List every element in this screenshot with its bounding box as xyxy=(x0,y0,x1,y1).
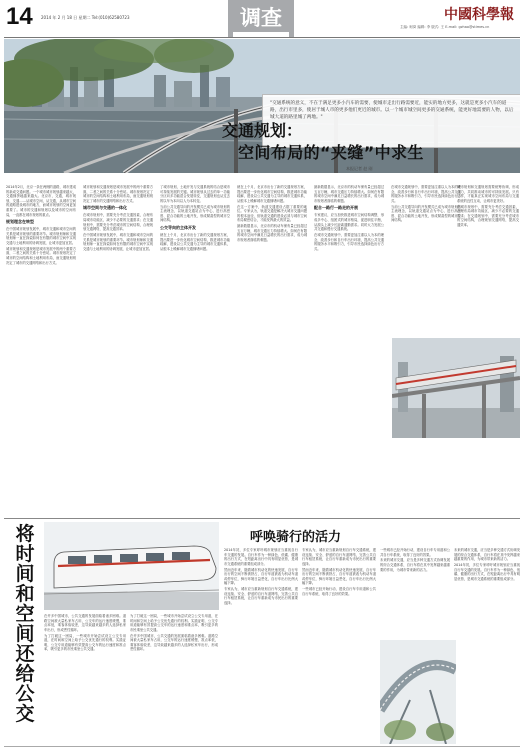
title-char: 空 xyxy=(15,603,35,625)
tram-photo xyxy=(44,522,219,610)
article-column-1 xyxy=(6,185,76,517)
article-column-2 xyxy=(83,185,153,517)
title-char: 交 xyxy=(15,703,35,725)
article-paragraph: 在城市规划中，需要充分考虑交通因素，合理布局城市功能区，减少不必要的交通需求；在交通规划中，需要充分考虑城市的空间结构，合理规划交通网络，提高交通效率。 xyxy=(83,213,153,232)
paper-logo: 中國科學報 xyxy=(444,7,514,23)
article-paragraph: 为了打破这一困局，一些城市开始尝试设立公交专用道，在时间和空间上给予公交优先通行的权利。实践证明，公交专用道能够有效提高公交车的运行速度和准点率，吸引更多的市民乘坐公共交通。 xyxy=(44,633,126,652)
title-char: 给 xyxy=(15,663,35,685)
title-char: 时 xyxy=(15,543,35,565)
footer-rule xyxy=(4,746,520,747)
section-label: 调查 xyxy=(240,5,282,30)
page-number: 14 xyxy=(6,3,33,30)
sidebar-right-title: 呼唤骑行的活力 xyxy=(250,530,342,545)
headline-line-2: 空间布局的“夹缝”中求生 xyxy=(238,143,424,162)
article-paragraph: 当前公共交通导向的开发模式已成为城市规划的主流理念，以轨道交通站点为中心，进行高密度、混合功能的土地开发，形成紧凑型的城市空间结构。 xyxy=(391,204,461,223)
title-char: 和 xyxy=(15,583,35,605)
editor-line: 主编: 柯岗 编辑: 李 版式: 王 E-mail: gzhao@stimes.cn xyxy=(400,25,490,29)
article-paragraph: 专家认为，城市应当重新规划自行车交通系统，建设连续、安全、舒适的自行车道网络，完善公共自行车租赁系统，让自行车重新成为市民出行的重要选择。 xyxy=(302,548,376,566)
article-subhead: 公交导向的主体开发 xyxy=(160,224,196,230)
article-paragraph: 一些城市已经开始行动，建设自行车专用道和公共自行车系统，取得了良好的效果。 xyxy=(302,587,376,596)
article-paragraph: 城市规划和交通规划是城市发展中的两个重要方面，二者之间的关系十分密切。城市规划决定了城市的空间结构和土地利用布局，而交通规划则决定了城市的交通网络和出行方式。 xyxy=(83,185,153,203)
article-paragraph: 在这一方案中，轨道交通建设占据了重要的地位。专家认为，轨道交通是解决大城市交通问题的根本途径，但轨道交通的建设必须与城市空间布局紧密结合，才能发挥最大的效益。 xyxy=(237,204,307,223)
article-paragraph: 就在上个月，北京市出台了新的交通规划方案，提出要进一步优化城市空间结构，推进城市功能疏解，建设以公共交通为主导的城市交通体系，从根本上缓解城市交通拥堵问题。 xyxy=(160,232,230,251)
sidebar-right-column-4 xyxy=(454,548,520,744)
article-paragraph: 在中国城市规划发展中，城市交通和城市空间的关系是城市规划的重要环节。城市规划师和交通规划师一直在探索如何在有限的城市空间中实现交通与土地利用的协调发展，让城市更加宜居。 xyxy=(83,232,153,251)
article-column-4 xyxy=(237,185,307,517)
pull-quote: "交通系统的意义，不在于满足更多小汽车的需要，使城市走出行路需要近，能实的地方更多，这就是更多小汽车的道路，出行市里多，使居于城人市的更多他们更近的城市。以一个城市城空间更多的交通系统，能更好地需要的人物，以后城大道的路里城了两地。" xyxy=(270,101,514,121)
title-char: 还 xyxy=(15,643,35,665)
article-paragraph: 2014年初，多位专家呼吁城市规划应当重视自行车交通的发展。自行车作为一种绿色、低碳、健康的出行方式，在短距离出行中具有明显优势，是城市交通系统的重要组成部分。 xyxy=(454,562,520,581)
sidebar-left-column-2 xyxy=(130,614,218,744)
article-paragraph: 在许多中国城市，公共交通的发展面临着诸多困难。道路空间被大量私家车占用，公交车的运行速度缓慢，准点率低，乘客体验较差，这导致越来越多的人选择私家车出行，形成恶性循环。 xyxy=(130,633,218,652)
article-column-5 xyxy=(314,185,384,517)
article-subhead: 规划理念在转型 xyxy=(6,219,34,225)
article-paragraph: 在城市交通规划中，需要更加注重以人为本的理念，改善步行和自行车出行环境，提高公共交通的服务水平和吸引力，引导市民选择绿色出行方式。 xyxy=(391,185,461,203)
article-paragraph: 2014年初，多位专家呼吁城市规划应当重视自行车交通的发展。自行车作为一种绿色、低碳、健康的出行方式，在短距离出行中具有明显优势，是城市交通系统的重要组成部分。 xyxy=(224,548,298,566)
article-paragraph: 未来的城市交通，应当是多种交通方式协调发展的综合交通体系，自行车将在其中发挥越来越重要的作用，为城市带来新的活力。 xyxy=(380,558,450,572)
article-paragraph: 专家认为，城市应当重新规划自行车交通系统，建设连续、安全、舒适的自行车道网络，完善公共自行车租赁系统，让自行车重新成为市民出行的重要选择。 xyxy=(224,587,298,605)
article-paragraph: 最新数据显示，北京市的机动车保有量已经超过五百万辆，城市交通压力持续增大。如何在有限的城市空间中满足日益增长的出行需求，成为城市规划者面临的难题。 xyxy=(237,224,307,242)
article-paragraph: 在许多中国城市，公共交通的发展面临着诸多困难。道路空间被大量私家车占用，公交车的运行速度缓慢，准点率低，乘客体验较差，这导致越来越多的人选择私家车出行，形成恶性循环。 xyxy=(44,614,126,632)
article-paragraph: 城市规划和交通规划是城市发展中的两个重要方面，二者之间的关系十分密切。城市规划决定了城市的空间结构和土地利用布局，而交通规划则决定了城市的交通网络和出行方式。 xyxy=(6,246,76,265)
elevated-train-illustration xyxy=(392,338,520,438)
section-tab xyxy=(228,0,294,38)
article-paragraph: 一些城市已经开始行动，建设自行车专用道和公共自行车系统，取得了良好的效果。 xyxy=(380,548,450,557)
bike-lane-illustration xyxy=(380,640,456,744)
article-subhead: 城市空间与交通的一体化 xyxy=(83,205,127,211)
article-paragraph: 未来的城市交通，应当是多种交通方式协调发展的综合交通体系，自行车将在其中发挥越来越重要的作用，为城市带来新的活力。 xyxy=(454,548,520,562)
article-subhead: 配合一路行一路走的开展 xyxy=(314,205,358,211)
sidebar-right-column-3 xyxy=(380,548,450,638)
article-paragraph: 然而近年来，随着城市机动化的快速发展，自行车出行的空间不断被挤占，自行车道被改为机动车道或停车位，骑行环境日益恶化，自行车出行比例大幅下降。 xyxy=(224,567,298,586)
byline: 本报记者 赵 刚 xyxy=(346,166,373,171)
headline-block xyxy=(218,118,518,180)
sidebar-left-column-1 xyxy=(44,614,126,744)
article-column-6 xyxy=(391,185,461,335)
date-line: 2014 年 2 月 18 日 星期二 Tel:(010)62580723 xyxy=(41,15,130,20)
article-paragraph: 在城市规划中，需要充分考虑交通因素，合理布局城市功能区，减少不必要的交通需求；在交通规划中，需要充分考虑城市的空间结构，合理规划交通网络，提高交通效率。 xyxy=(457,204,519,227)
title-char: 间 xyxy=(15,563,35,585)
article-paragraph: 专家建议，应当加快推进城市空间结构调整，形成多中心、组团式的城市格局，促进职住平衡，从源头上减少长距离通勤需求。同时大力发展公共交通和慢行交通系统。 xyxy=(314,213,384,232)
title-char: 将 xyxy=(15,523,35,545)
sidebar-right-column-1 xyxy=(224,548,298,744)
headline-line-1: 交通规划： xyxy=(221,121,302,140)
sidebar-left-title xyxy=(10,524,40,724)
title-char: 公 xyxy=(15,683,35,705)
article-paragraph: 就在上个月，北京市出台了新的交通规划方案，提出要进一步优化城市空间结构，推进城市功能疏解，建设以公共交通为主导的城市交通体系，从根本上缓解城市交通拥堵问题。 xyxy=(237,185,307,203)
article-paragraph: 2014年2月，北京一条在两侧的道路，城市建成的新成交通问题。一个城市城市规划越来越大，交通拥挤地越来越大。北京市，交通，城市规划，交通……从城市空间，从交通，从城市空间的道路建设城市的地方，而城市规划的空间更加重要了。城市的交通和规划以及城市的空间布局，一直都在城市规划的重点。 xyxy=(6,185,76,217)
masthead-rule xyxy=(4,37,520,38)
article-column-7 xyxy=(457,185,519,335)
bike-lane-photo xyxy=(380,640,456,744)
sidebar-right-column-2 xyxy=(302,548,376,744)
article-paragraph: 城市规划和交通规划需要统筹协调，形成合力，共同推动城市的可持续发展。只有这样，才能真正实现城市空间布局与交通系统的良性互动，让城市更美好。 xyxy=(457,185,519,203)
article-paragraph: 最新数据显示，北京市的机动车保有量已经超过五百万辆，城市交通压力持续增大。如何在有限的城市空间中满足日益增长的出行需求，成为城市规划者面临的难题。 xyxy=(314,185,384,203)
article-paragraph: 然而近年来，随着城市机动化的快速发展，自行车出行的空间不断被挤占，自行车道被改为机动车道或停车位，骑行环境日益恶化，自行车出行比例大幅下降。 xyxy=(302,567,376,586)
elevated-train-photo xyxy=(392,338,520,438)
article-paragraph: 为了打破这一困局，一些城市开始尝试设立公交专用道，在时间和空间上给予公交优先通行的权利。实践证明，公交专用道能够有效提高公交车的运行速度和准点率，吸引更多的市民乘坐公共交通。 xyxy=(130,614,218,632)
article-paragraph: 在中国城市规划发展中，城市交通和城市空间的关系是城市规划的重要环节。城市规划师和交通规划师一直在探索如何在有限的城市空间中实现交通与土地利用的协调发展，让城市更加宜居。 xyxy=(6,227,76,245)
masthead xyxy=(0,0,524,38)
article-paragraph: 在城市交通规划中，需要更加注重以人为本的理念，改善步行和自行车出行环境，提高公共交通的服务水平和吸引力，引导市民选择绿色出行方式。 xyxy=(314,232,384,251)
section-divider xyxy=(4,518,520,519)
article-paragraph: 当前公共交通导向的开发模式已成为城市规划的主流理念，以轨道交通站点为中心，进行高密度、混合功能的土地开发，形成紧凑型的城市空间结构。 xyxy=(160,204,230,223)
article-column-3 xyxy=(160,185,230,517)
tram-illustration xyxy=(44,522,219,610)
title-char: 间 xyxy=(15,623,35,645)
article-paragraph: 了城市规划，土地开发与交通系统的结合是城市可持续发展的关键。城市规划从过去的单一功能分区向多功能混合发展转变，交通规划也从过去的以车为本向以人为本转变。 xyxy=(160,185,230,203)
